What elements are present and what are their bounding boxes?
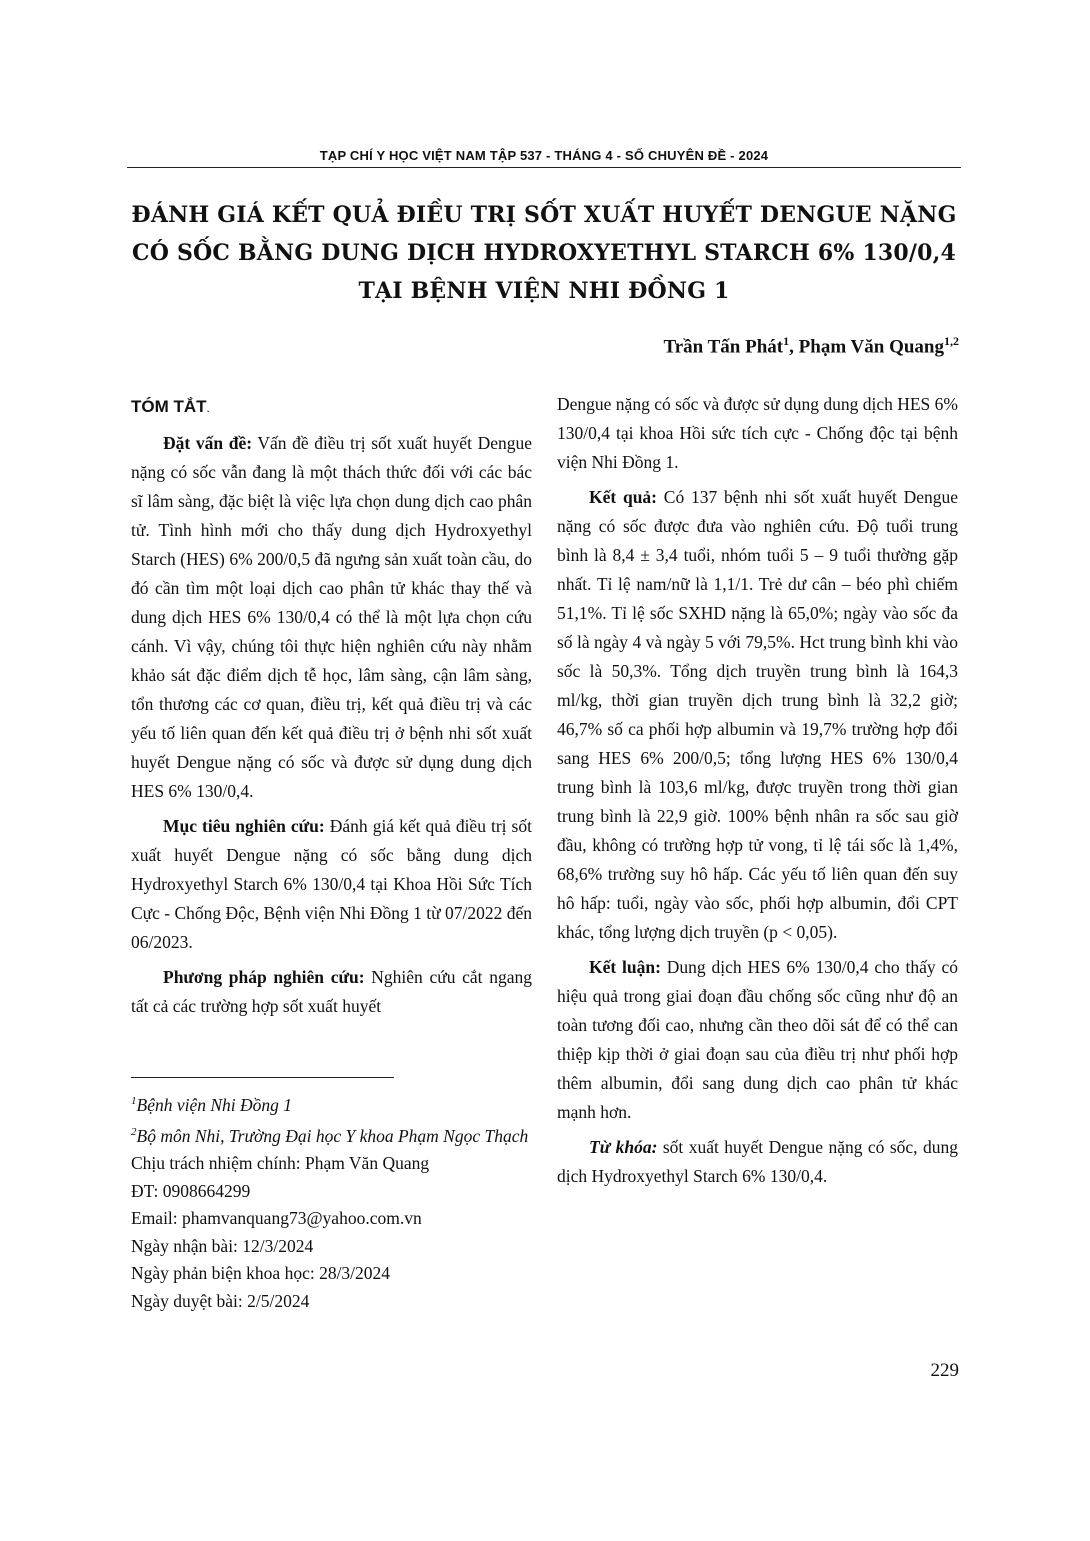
right-column	[557, 390, 958, 1197]
affiliation-2	[131, 1119, 532, 1150]
date-accepted: Ngày duyệt bài: 2/5/2024	[131, 1290, 310, 1311]
email: Email: phamvanquang73@yahoo.com.vn	[131, 1208, 422, 1229]
date-received: Ngày nhận bài: 12/3/2024	[131, 1235, 314, 1256]
conclusion-paragraph	[557, 953, 958, 1127]
methods-label: Phương pháp nghiên cứu:	[163, 967, 365, 987]
phone: ĐT: 0908664299	[131, 1180, 251, 1201]
objective-label: Mục tiêu nghiên cứu:	[163, 816, 325, 836]
author-separator: ,	[789, 336, 799, 358]
objective-paragraph	[131, 812, 532, 957]
page-number: 229	[930, 1360, 959, 1381]
author-list	[663, 334, 959, 358]
article-title	[127, 196, 961, 310]
title-line-1: ĐÁNH GIÁ KẾT QUẢ ĐIỀU TRỊ SỐT XUẤT HUYẾT DENGUE NẶNG	[131, 202, 957, 228]
affiliation-1-text: Bệnh viện Nhi Đồng 1	[136, 1094, 293, 1115]
background-paragraph	[131, 429, 532, 806]
abstract-heading	[131, 392, 532, 423]
keywords-label: Từ khóa:	[589, 1137, 658, 1157]
background-label: Đặt vấn đề:	[163, 433, 253, 453]
methods-paragraph-continued: Dengue nặng có sốc và được sử dụng dung dịch HES 6% 130/0,4 tại khoa Hồi sức tích cực - Chống độc tại bệnh viện Nhi Đồng 1.	[557, 394, 958, 472]
background-text: Vấn đề điều trị sốt xuất huyết Dengue nặng có sốc vẫn đang là một thách thức đối với các bác sĩ lâm sàng, đặc biệt là việc lựa chọn dung dịch cao phân tử. Tình hình mới cho thấy dung dịch Hydroxyethyl Starch (HES) 6% 200/0,5 đã ngưng sản xuất toàn cầu, do đó cần tìm một loại dịch cao phân tử khác thay thế và dung dịch HES 6% 130/0,4 có thể là một lựa chọn cứu cánh. Vì vậy, chúng tôi thực hiện nghiên cứu này nhằm khảo sát đặc điểm dịch tễ học, lâm sàng, cận lâm sàng, tổn thương các cơ quan, điều trị, kết quả điều trị và các yếu tố liên quan đến kết quả điều trị ở bệnh nhi sốt xuất huyết Dengue nặng có sốc và được sử dụng dung dịch HES 6% 130/0,4.	[131, 433, 532, 801]
methods-text-part-1: Nghiên cứu cắt ngang tất cả các trường hợp sốt xuất huyết	[131, 967, 533, 1016]
affiliation-2-marker: 2	[131, 1126, 137, 1139]
abstract-heading-dot: .	[206, 401, 210, 415]
author-2-affiliation: 1,2	[944, 334, 959, 348]
author-1-affiliation: 1	[783, 334, 790, 348]
title-line-2: CÓ SỐC BẰNG DUNG DỊCH HYDROXYETHYL STARCH 6% 130/0,4	[132, 240, 956, 266]
results-label: Kết quả:	[589, 487, 658, 507]
affiliation-2-text: Bộ môn Nhi, Trường Đại học Y khoa Phạm Ngọc Thạch	[136, 1126, 529, 1147]
affiliation-1-marker: 1	[131, 1095, 137, 1107]
author-2-name: Phạm Văn Quang	[798, 336, 944, 358]
results-paragraph	[557, 483, 958, 947]
corresponding-author: Chịu trách nhiệm chính: Phạm Văn Quang	[131, 1153, 430, 1174]
header-rule	[127, 167, 961, 168]
date-reviewed: Ngày phản biện khoa học: 28/3/2024	[131, 1263, 391, 1284]
keywords-text: sốt xuất huyết Dengue nặng có sốc, dung dịch Hydroxyethyl Starch 6% 130/0,4.	[557, 1137, 958, 1186]
results-text: Có 137 bệnh nhi sốt xuất huyết Dengue nặng có sốc được đưa vào nghiên cứu. Độ tuổi trung bình là 8,4 ± 3,4 tuổi, nhóm tuổi 5 – 9 tuổi thường gặp nhất. Tỉ lệ nam/nữ là 1,1/1. Trẻ dư cân – béo phì chiếm 51,1%. Tỉ lệ sốc SXHD nặng là 65,0%; ngày vào sốc đa số là ngày 4 và ngày 5 với 79,5%. Hct trung bình khi vào sốc là 50,3%. Tổng dịch truyền trung bình là 164,3 ml/kg, thời gian truyền dịch trung bình là 32,2 giờ; 46,7% số ca phối hợp albumin và 19,7% trường hợp đổi sang HES 6% 200/0,5; tổng lượng HES 6% 130/0,4 trung bình là 103,6 ml/kg, được truyền trong thời gian trung bình là 22,9 giờ. 100% bệnh nhân ra sốc sau giờ đầu, không có trường hợp tử vong, tỉ lệ tái sốc là 1,4%, 68,6% trường suy hô hấp. Các yếu tố liên quan đến suy hô hấp: tuổi, ngày vào sốc, phối hợp albumin, đổi CPT khác, tổng lượng dịch truyền (p < 0,05).	[557, 487, 959, 942]
footnotes	[131, 1088, 532, 1315]
footnote-rule	[131, 1077, 394, 1078]
left-column	[131, 388, 532, 1027]
conclusion-label: Kết luận:	[589, 957, 661, 977]
methods-paragraph	[131, 963, 532, 1021]
objective-text: Đánh giá kết quả điều trị sốt xuất huyết Dengue nặng có sốc bằng dung dịch Hydroxyethyl Starch 6% 130/0,4 tại Khoa Hồi Sức Tích Cực - Chống Độc, Bệnh viện Nhi Đồng 1 từ 07/2022 đến 06/2023.	[131, 816, 533, 952]
author-1-name: Trần Tấn Phát	[663, 336, 784, 358]
keywords-paragraph	[557, 1133, 958, 1191]
affiliation-1	[131, 1088, 532, 1119]
journal-header: TẠP CHÍ Y HỌC VIỆT NAM TẬP 537 - THÁNG 4 - SỐ CHUYÊN ĐỀ - 2024	[319, 148, 769, 163]
title-line-3: TẠI BỆNH VIỆN NHI ĐỒNG 1	[358, 278, 730, 304]
abstract-heading-text: TÓM TẮT	[131, 397, 207, 416]
conclusion-text: Dung dịch HES 6% 130/0,4 cho thấy có hiệu quả trong giai đoạn đầu chống sốc cũng như độ an toàn tương đối cao, nhưng cần theo dõi sát để có thể can thiệp kịp thời ở giai đoạn sau của điều trị như phối hợp thêm albumin, đổi sang dung dịch cao phân tử khác mạnh hơn.	[557, 957, 958, 1122]
